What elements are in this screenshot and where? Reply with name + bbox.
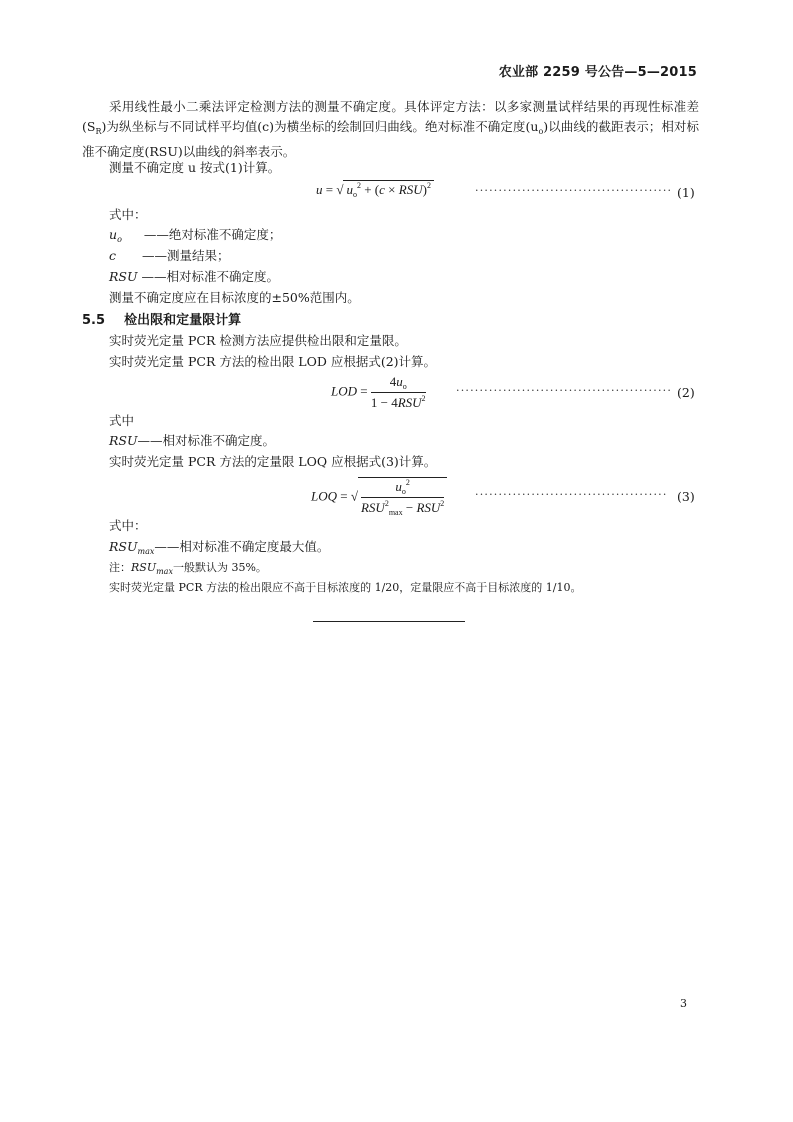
final-text: 实时荧光定量 PCR 方法的检出限应不高于目标浓度的 1/20，定量限应不高于目标浓度的 1/10。 bbox=[109, 581, 582, 594]
equation-2-leader: ·············································· bbox=[456, 384, 673, 397]
equation-3-number: (3) bbox=[677, 489, 695, 504]
equation-1: u = √ $u_o^2 + (c \times RSU)^2$ bbox=[316, 180, 434, 199]
equation-2-number: (2) bbox=[677, 385, 695, 400]
definition-symbol: c bbox=[109, 248, 117, 263]
equation-3-leader: ········································· bbox=[475, 488, 668, 501]
section-heading bbox=[82, 309, 241, 328]
page-number: 3 bbox=[680, 997, 687, 1010]
definition-text: ——相对标准不确定度最大值。 bbox=[154, 539, 330, 554]
method-paragraph: 采用线性最小二乘法评定检测方法的测量不确定度。具体评定方法：以多家测量试样结果的再现性标准差$(S_R)$为纵坐标与不同试样平均值(c)为横坐标的绘制回归曲线。绝对标准不确定度$(u_o)$以曲线的截距表示；相对标准不确定度(RSU)以曲线的斜率表示。 bbox=[82, 99, 699, 159]
equation-2: LOD = $\frac{4u_o}{1 - 4RSU^2}$ bbox=[331, 374, 426, 410]
definition-symbol: RSU bbox=[109, 269, 138, 284]
section-number: 5.5 bbox=[82, 313, 106, 328]
section-text-1: 实时荧光定量 PCR 检测方法应提供检出限和定量限。 bbox=[109, 333, 407, 348]
definition-rsu-2 bbox=[109, 431, 275, 451]
lod-intro: 实时荧光定量 PCR 方法的检出限 LOD 应根据式(2)计算。 bbox=[109, 354, 437, 369]
definition-symbol: u bbox=[109, 227, 118, 242]
equation-3: LOQ = √ $\frac{u_o^2}{RSU^2_{max} - RSU^2}$ bbox=[311, 477, 447, 517]
definition-symbol: RSU bbox=[109, 433, 138, 448]
note-prefix: 注： bbox=[109, 561, 131, 574]
definition-rsu bbox=[109, 267, 279, 287]
definition-c bbox=[109, 246, 230, 266]
end-rule bbox=[313, 621, 465, 622]
formula1-intro: 测量不确定度 u 按式(1)计算。 bbox=[109, 160, 281, 175]
where-label-1: 式中： bbox=[109, 207, 147, 222]
range-text: 测量不确定度应在目标浓度的±50%范围内。 bbox=[109, 290, 360, 305]
definition-text: ——相对标准不确定度。 bbox=[141, 269, 280, 284]
section-title: 检出限和定量限计算 bbox=[124, 313, 242, 328]
loq-intro: 实时荧光定量 PCR 方法的定量限 LOQ 应根据式(3)计算。 bbox=[109, 454, 437, 469]
equation-1-number: (1) bbox=[677, 185, 695, 200]
definition-text: ——绝对标准不确定度； bbox=[143, 227, 282, 242]
note-text: 一般默认为 35%。 bbox=[172, 561, 267, 574]
equation-1-leader: ·········································· bbox=[475, 184, 673, 197]
definition-subscript: o bbox=[117, 235, 122, 244]
where-label-2: 式中 bbox=[109, 413, 135, 428]
note-subscript: max bbox=[156, 567, 173, 576]
where-label-3: 式中： bbox=[109, 518, 147, 533]
definition-text: ——相对标准不确定度。 bbox=[137, 433, 276, 448]
page-header: 农业部 2259 号公告—5—2015 bbox=[498, 65, 697, 80]
definition-text: ——测量结果； bbox=[142, 248, 230, 263]
note-symbol: RSU bbox=[131, 561, 157, 574]
definition-subscript: max bbox=[137, 547, 155, 556]
definition-symbol: RSU bbox=[109, 539, 138, 554]
note bbox=[109, 559, 267, 576]
